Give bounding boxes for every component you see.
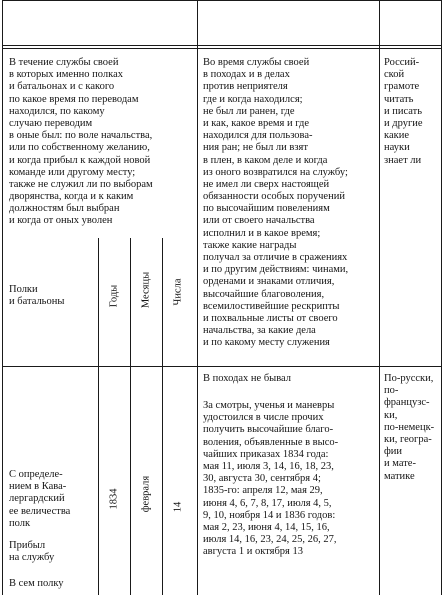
body-line: мая 11, июля 3, 14, 16, 18, 23, [203,460,334,472]
header-line: ской [384,69,405,81]
header-line: и другие [384,117,423,129]
header-line: и как, какое время и где [203,117,310,129]
body-line: За смотры, ученья и маневры [203,400,335,411]
header-line: находился, по какому [9,105,105,117]
header-line: находился для пользова- [203,130,313,142]
body-line: получить высочайшие благо- [203,424,334,436]
entry-line: по-немецк- [384,421,435,433]
header-line: Во время службы своей [203,57,310,68]
header-line: и батальонах и с какого [9,81,115,93]
header-line: не был ли ранен, где [203,105,295,117]
column-divider-main-1 [197,0,198,595]
column-divider-years [98,238,99,595]
campaign-note: В походах не бывал [203,373,292,384]
header-line: по высочайшим повелениям [203,203,330,215]
table-border-left [2,0,3,595]
header-rule-double [2,48,442,49]
entry-line: ки, [384,409,398,421]
header-line: обязанности особых поручений [203,191,345,203]
body-line: августа 1 и октября 13 [203,546,303,558]
body-line: 1835-го: апреля 12, мая 29, [203,485,323,497]
header-line: или по собственному желанию, [9,142,150,154]
entry-line: и мате- [384,458,416,470]
body-line: 30, августа 30, сентября 4; [203,473,321,485]
body-line: удостоился в числе прочих [203,412,324,424]
header-line: знает ли [384,154,422,166]
days-column-label: Числа [172,278,184,306]
commendations-text [203,400,338,558]
entry-line: нием в Кава- [9,481,67,493]
header-line: высочайшие благоволения, [203,288,325,300]
arrival-line: на службу [9,552,55,564]
arrival-line: Прибыл [9,540,46,551]
header-rule-bottom [2,366,442,367]
header-line: или от своего начальства [203,215,315,227]
entry-line: С определе- [9,469,63,480]
header-line: и по какому месту служения [203,337,330,349]
header-line: начальства, за какие дела [203,325,316,337]
entry-line: фии [384,446,403,458]
header-line: в плен, в каком деле и когда [203,154,328,166]
body-line: мая 2, 23, июня 4, 14, 15, 16, [203,521,330,533]
header-line: из оного возвратился на службу; [203,166,348,178]
header-line: и когда прибыл к каждой новой [9,154,151,166]
body-line: чайших приказах 1834 года: [203,448,329,460]
entry-line: по- [384,385,399,397]
header-line: в оные был: по воле начальства, [9,130,153,142]
entry-month: февраля [140,475,152,513]
header-line: и когда от оных уволен [9,215,113,227]
header-line: по какое время по переводам [9,93,139,105]
header-line: дворянства, когда и к каким [9,191,134,203]
header-line: и похвальные листы от своего [203,312,338,324]
entry-line: По-русски, [384,373,434,384]
header-line: случаю переводим [9,117,93,129]
body-line: воления, объявленные в высо- [203,436,339,448]
header-line: и писать [384,105,423,117]
header-line: науки [384,142,410,154]
subheader-line: и батальоны [9,296,65,308]
header-line: получал за отличие в сражениях [203,252,348,263]
regiment-continued-line: В сем полку [9,578,64,589]
header-line: не имел ли сверх настоящей [203,178,330,190]
header-line: также не служил ли по выборам [9,178,153,190]
header-line: грамоте [384,81,420,93]
entry-day: 14 [172,501,184,513]
entry-line: ее величества [9,505,71,517]
table-border-right [441,0,442,595]
years-column-label: Годы [108,284,120,308]
entry-line: ки, геогра- [384,433,432,445]
header-line: ния ран; не был ли взят [203,142,308,154]
entry-line: матике [384,470,415,482]
table-border-top [2,0,442,1]
column-divider-days [162,238,163,595]
literacy-header [384,57,423,167]
entry-line: французс- [384,397,430,409]
header-line: исполнил и в какое время; [203,227,321,239]
header-rule-top [2,45,442,46]
column-divider-main-2 [379,0,380,595]
header-line: В течение службы своей [9,57,119,68]
literacy-entry [384,373,434,483]
column-divider-months [130,238,131,595]
months-column-label: Месяцы [140,271,152,309]
regiment-entry [9,469,70,530]
header-line: и по другим действиям: чинами, [203,264,349,276]
arrival-entry [9,540,54,564]
service-placement-header [9,57,153,228]
header-line: Россий- [384,57,420,68]
regiments-subheader [9,284,64,308]
header-line: в походах и в делах [203,69,290,81]
body-line: июня 4, 6, 7, 8, 17, июля 4, 5, [203,497,332,509]
header-line: орденами и знаками отличия, [203,276,335,288]
header-line: где и когда находился; [203,93,303,105]
header-line: всемилостивейшие рескрипты [203,300,340,312]
header-line: должностям был выбран [9,203,120,215]
entry-year: 1834 [108,488,120,510]
body-line: 9, 10, ноября 14 и 1836 годов: [203,509,336,521]
body-line: июля 14, 16, 23, 24, 25, 26, 27, [203,534,337,546]
header-line: в которых именно полках [9,69,124,81]
header-line: команде или другому месту; [9,166,136,178]
header-line: читать [384,93,414,105]
entry-line: лергардский [9,493,65,505]
header-line: также какие награды [203,239,297,251]
header-line: какие [384,130,409,142]
header-line: против неприятеля [203,81,288,93]
campaigns-header [203,57,348,350]
entry-line: полк [9,517,31,529]
subheader-line: Полки [9,284,38,295]
